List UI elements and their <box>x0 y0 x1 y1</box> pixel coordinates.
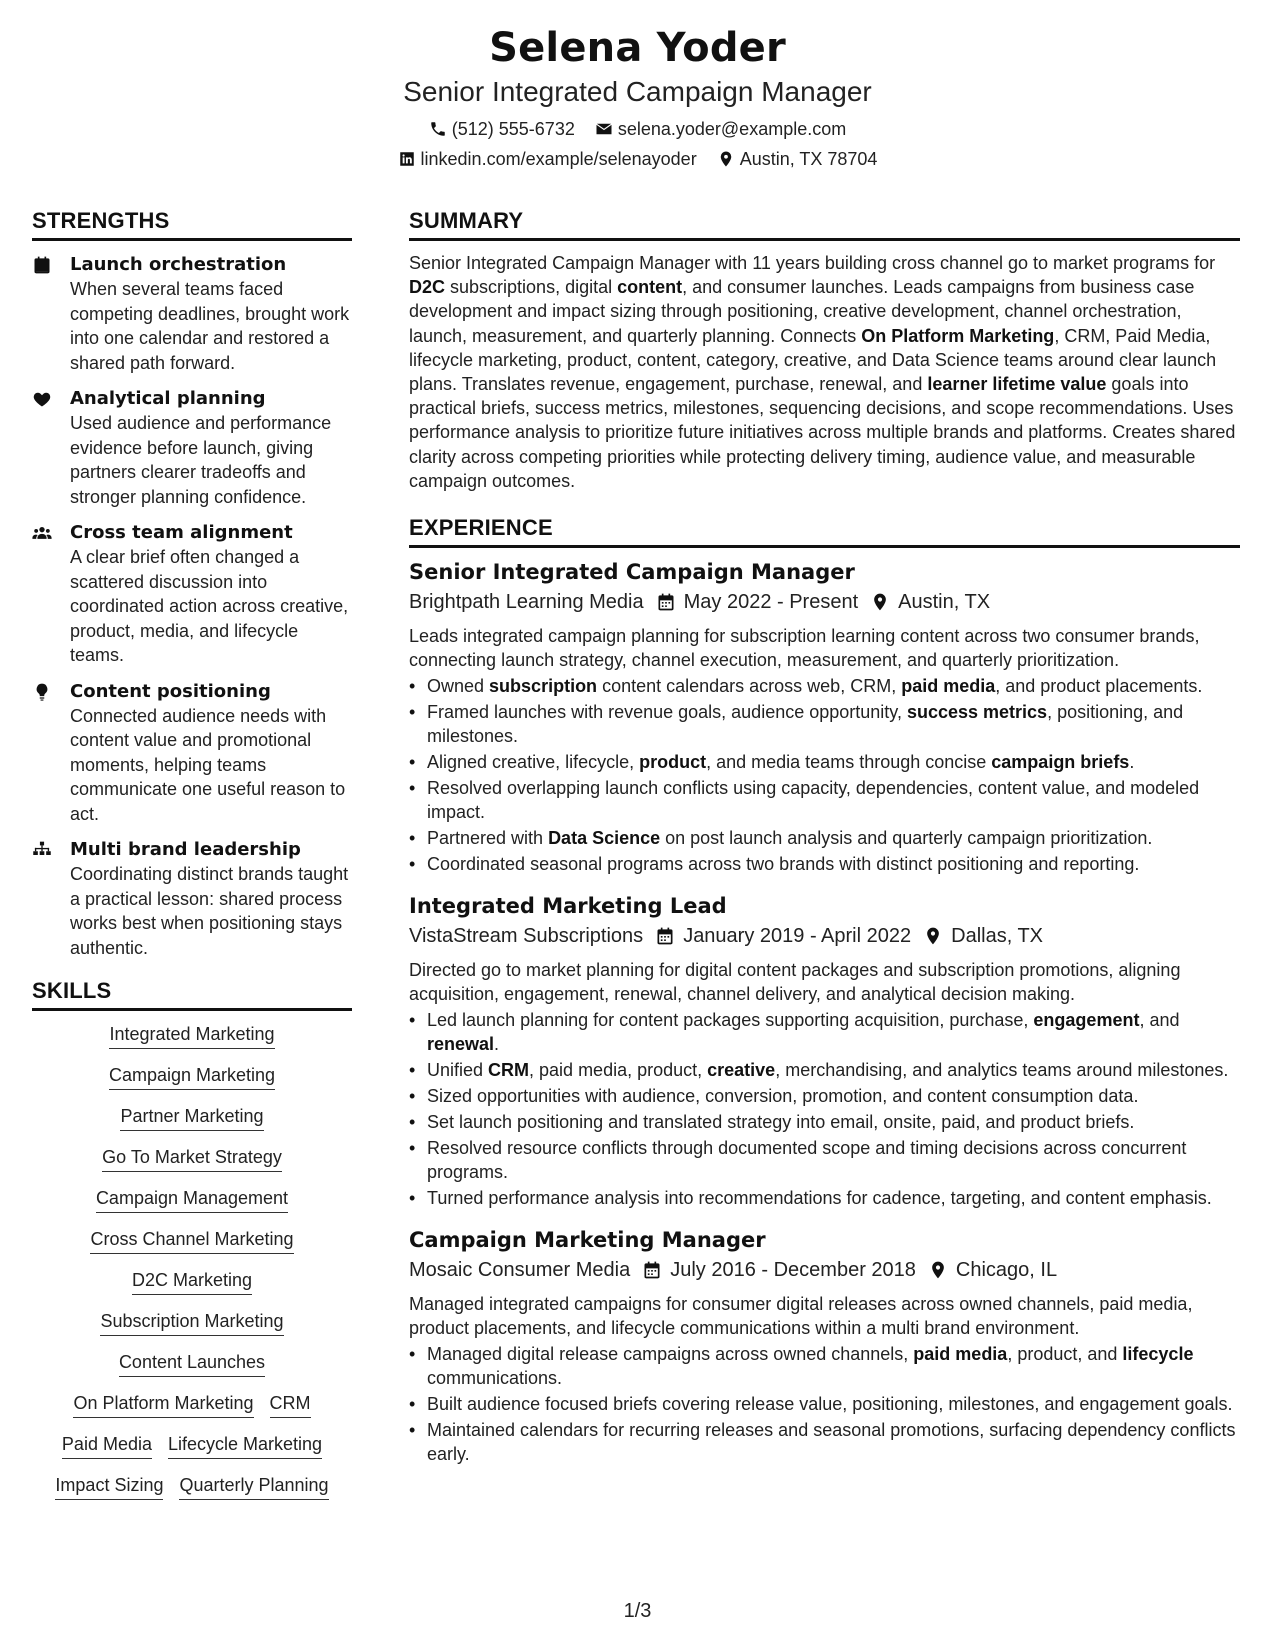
job-description: Directed go to market planning for digital content packages and subscription promotions, aligning acquisition, engagement, renewal, channel delivery, and analytical decision making. <box>409 960 1181 1005</box>
jobs-list <box>409 558 1240 1466</box>
email[interactable] <box>595 118 846 140</box>
job-company: VistaStream Subscriptions <box>409 925 644 948</box>
bullet-item <box>409 1342 1240 1390</box>
strength-item <box>32 838 352 960</box>
text-segment: goals into practical briefs, success metrics, milestones, sequencing decisions, and scope recommendations. Uses performance analysis to prioritize future initiatives across multiple brands and platforms. Creates shared clarity across competing priorities while protecting delivery timing, audience value, and measurable campaign outcomes. <box>409 374 1236 491</box>
linkedin-text: linkedin.com/example/selenayoder <box>420 149 697 169</box>
skill-tag: On Platform Marketing <box>73 1392 253 1418</box>
text-segment: Sized opportunities with audience, conversion, promotion, and content consumption data. <box>427 1086 1139 1107</box>
linkedin-icon <box>398 150 416 168</box>
text-segment: , and consumer launches. Leads campaigns from business case development and impact sizing through positioning, creative development, channel orchestration, launch, measurement, and quarterly planning. Connects <box>409 277 1195 346</box>
strength-icon-wrap <box>32 521 70 668</box>
bullet-item <box>409 700 1240 748</box>
summary-text <box>409 251 1240 493</box>
job-meta <box>409 588 1240 616</box>
job-company: Mosaic Consumer Media <box>409 1259 631 1282</box>
strength-item <box>32 253 352 375</box>
sitemap-icon <box>32 840 52 860</box>
skills-list <box>32 1023 352 1515</box>
text-segment: , and <box>1139 1010 1180 1031</box>
skill-row <box>132 1269 252 1295</box>
job-title: Campaign Marketing Manager <box>409 1228 766 1253</box>
strength-body <box>70 387 352 509</box>
strength-title: Analytical planning <box>70 388 266 409</box>
text-segment: Resolved resource conflicts through documented scope and timing decisions across concurrent programs. <box>427 1138 1187 1183</box>
strength-body <box>70 680 352 827</box>
strength-title: Cross team alignment <box>70 522 293 543</box>
skill-tag: Lifecycle Marketing <box>168 1433 322 1459</box>
skill-tag: CRM <box>270 1392 311 1418</box>
calendar-icon <box>656 592 676 612</box>
job-dates-text: January 2019 - April 2022 <box>683 925 912 948</box>
skill-tag: Paid Media <box>62 1433 152 1459</box>
strength-body <box>70 253 352 375</box>
map-pin-icon <box>923 926 943 946</box>
skill-tag: Integrated Marketing <box>109 1023 274 1049</box>
bullet-item <box>409 852 1240 876</box>
skills-heading: SKILLS <box>32 978 352 1011</box>
skill-row <box>96 1187 288 1213</box>
text-segment: Senior Integrated Campaign Manager with 11 years building cross channel go to market programs for <box>409 253 1216 273</box>
envelope-icon <box>595 120 613 138</box>
job-location <box>928 1256 1057 1284</box>
text-segment: , and product placements. <box>995 676 1203 697</box>
bullet-item <box>409 674 1240 698</box>
job-entry <box>409 558 1240 876</box>
job-dates <box>656 588 859 616</box>
bold-keyword: On Platform Marketing <box>861 325 1055 346</box>
job-description: Managed integrated campaigns for consumer digital releases across owned channels, paid media, product placements, and lifecycle communications within a multi brand environment. <box>409 1294 1193 1339</box>
bullet-item <box>409 1136 1240 1184</box>
text-segment: . <box>494 1034 500 1055</box>
text-segment: subscriptions, digital <box>445 277 618 298</box>
bullet-item <box>409 1084 1240 1108</box>
text-segment: Maintained calendars for recurring releases and seasonal promotions, surfacing dependency conflicts early. <box>427 1420 1236 1465</box>
skill-tag: Campaign Marketing <box>109 1064 275 1090</box>
bold-keyword: paid media <box>901 676 996 697</box>
linkedin[interactable] <box>398 148 697 170</box>
calendar-icon <box>32 255 52 275</box>
skill-row <box>120 1105 263 1131</box>
skill-row <box>119 1351 265 1377</box>
job-title: Integrated Marketing Lead <box>409 894 727 919</box>
lightbulb-icon <box>32 682 52 702</box>
skill-row <box>100 1310 283 1336</box>
bullet-item <box>409 1110 1240 1134</box>
job-title: Senior Integrated Campaign Manager <box>409 560 855 585</box>
text-segment: content calendars across web, CRM, <box>597 676 902 697</box>
text-segment: Partnered with <box>427 828 549 849</box>
phone <box>429 118 575 140</box>
phone-text: (512) 555-6732 <box>451 119 575 139</box>
job-entry <box>409 1226 1240 1466</box>
skill-tag: Content Launches <box>119 1351 265 1377</box>
bullet-item <box>409 1186 1240 1210</box>
skill-tag: D2C Marketing <box>132 1269 252 1295</box>
text-segment: Managed digital release campaigns across owned channels, <box>427 1344 914 1365</box>
strength-item <box>32 521 352 668</box>
users-icon <box>32 523 52 543</box>
experience-heading: EXPERIENCE <box>409 515 1240 548</box>
strength-title: Launch orchestration <box>70 254 287 275</box>
bold-keyword: D2C <box>409 277 446 298</box>
text-segment: , paid media, product, <box>529 1060 708 1081</box>
email-text: selena.yoder@example.com <box>617 119 847 139</box>
strengths-heading: STRENGTHS <box>32 208 352 241</box>
strength-item <box>32 387 352 509</box>
job-entry <box>409 892 1240 1210</box>
location-text: Austin, TX 78704 <box>739 149 878 169</box>
skill-row <box>109 1064 275 1090</box>
summary-heading: SUMMARY <box>409 208 1240 241</box>
job-dates <box>655 922 911 950</box>
text-segment: Aligned creative, lifecycle, <box>427 752 640 773</box>
bold-keyword: content <box>617 277 683 298</box>
skill-row <box>62 1433 322 1459</box>
job-company: Brightpath Learning Media <box>409 591 644 614</box>
right-column <box>409 208 1240 1515</box>
skill-tag: Go To Market Strategy <box>102 1146 282 1172</box>
bold-keyword: learner lifetime value <box>927 374 1107 395</box>
skill-tag: Quarterly Planning <box>179 1474 328 1500</box>
bullet-item <box>409 750 1240 774</box>
bullet-item <box>409 826 1240 850</box>
job-bullets <box>409 674 1240 876</box>
skill-row <box>55 1474 328 1500</box>
strength-description: Coordinating distinct brands taught a practical lesson: shared process works best when positioning stays authentic. <box>70 864 349 958</box>
text-segment: Coordinated seasonal programs across two brands with distinct positioning and reporting. <box>427 854 1140 875</box>
skill-tag: Impact Sizing <box>55 1474 163 1500</box>
skill-row <box>109 1023 274 1049</box>
bullet-item <box>409 1418 1240 1466</box>
skill-tag: Subscription Marketing <box>100 1310 283 1336</box>
bold-keyword: renewal <box>427 1034 495 1055</box>
text-segment: Led launch planning for content packages supporting acquisition, purchase, <box>427 1010 1034 1031</box>
page-number: 1/3 <box>623 1600 652 1622</box>
strength-title: Content positioning <box>70 680 271 702</box>
heart-icon <box>32 389 52 409</box>
bullet-item <box>409 776 1240 824</box>
job-location-text: Chicago, IL <box>955 1259 1058 1282</box>
text-segment: , merchandising, and analytics teams around milestones. <box>775 1060 1229 1081</box>
strength-body <box>70 521 352 668</box>
strength-body <box>70 838 352 960</box>
job-location <box>923 922 1043 950</box>
text-segment: communications. <box>427 1368 563 1389</box>
job-dates-text: July 2016 - December 2018 <box>670 1259 916 1282</box>
bullet-item <box>409 1058 1240 1082</box>
skill-tag: Cross Channel Marketing <box>90 1228 293 1254</box>
bold-keyword: campaign briefs <box>991 752 1130 773</box>
bold-keyword: engagement <box>1033 1010 1140 1031</box>
bold-keyword: paid media <box>913 1344 1008 1365</box>
candidate-title: Senior Integrated Campaign Manager <box>403 76 872 107</box>
job-description: Leads integrated campaign planning for subscription learning content across two consumer brands, connecting launch strategy, channel execution, measurement, and quarterly prioritization. <box>409 626 1200 671</box>
job-dates-text: May 2022 - Present <box>683 591 859 614</box>
map-pin-icon <box>717 150 735 168</box>
strength-description: Connected audience needs with content value and promotional moments, helping teams communicate one useful reason to act. <box>70 705 346 824</box>
job-location-text: Austin, TX <box>898 591 991 614</box>
map-pin-icon <box>928 1260 948 1280</box>
phone-icon <box>429 120 447 138</box>
candidate-name: Selena Yoder <box>489 25 786 71</box>
left-column <box>32 208 352 1515</box>
skill-row <box>90 1228 293 1254</box>
strength-icon-wrap <box>32 387 70 509</box>
skill-row <box>73 1392 310 1418</box>
bullet-item <box>409 1392 1240 1416</box>
text-segment: Set launch positioning and translated strategy into email, onsite, paid, and product briefs. <box>427 1112 1135 1133</box>
text-segment: Built audience focused briefs covering release value, positioning, milestones, and engagement goals. <box>427 1394 1233 1415</box>
bold-keyword: lifecycle <box>1122 1344 1194 1365</box>
map-pin-icon <box>870 592 890 612</box>
resume-header <box>0 0 1275 170</box>
text-segment: Framed launches with revenue goals, audience opportunity, <box>427 702 907 723</box>
text-segment: Owned <box>427 676 490 697</box>
bullet-item <box>409 1008 1240 1056</box>
strengths-list <box>32 253 352 960</box>
bold-keyword: creative <box>707 1060 776 1081</box>
strength-title: Multi brand leadership <box>70 839 301 860</box>
location <box>717 148 878 170</box>
contact-row-1 <box>0 118 1275 140</box>
strength-description: Used audience and performance evidence before launch, giving partners clearer tradeoffs and stronger planning confidence. <box>70 413 332 507</box>
text-segment: , CRM, Paid Media, lifecycle marketing, product, content, category, creative, and Data Science teams around clear launch plans. Translates revenue, engagement, purchase, renewal, and <box>409 325 1217 395</box>
bold-keyword: success metrics <box>906 702 1048 723</box>
contact-row-2 <box>0 148 1275 170</box>
text-segment: on post launch analysis and quarterly campaign prioritization. <box>660 828 1153 849</box>
bold-keyword: CRM <box>488 1060 530 1081</box>
calendar-icon <box>655 926 675 946</box>
text-segment: , positioning, and milestones. <box>427 702 1184 747</box>
job-bullets <box>409 1008 1240 1210</box>
bold-keyword: subscription <box>489 676 598 697</box>
text-segment: Turned performance analysis into recommendations for cadence, targeting, and content emphasis. <box>427 1188 1212 1209</box>
job-meta <box>409 922 1240 950</box>
strength-icon-wrap <box>32 838 70 960</box>
job-meta <box>409 1256 1240 1284</box>
text-segment: , and media teams through concise <box>706 752 992 773</box>
skill-tag: Campaign Management <box>96 1187 288 1213</box>
skill-tag: Partner Marketing <box>120 1105 263 1131</box>
skill-row <box>102 1146 282 1172</box>
text-segment: Resolved overlapping launch conflicts using capacity, dependencies, content value, and modeled impact. <box>427 778 1200 823</box>
strength-icon-wrap <box>32 253 70 375</box>
text-segment: Unified <box>427 1060 489 1081</box>
job-dates <box>642 1256 916 1284</box>
bold-keyword: product <box>639 752 707 773</box>
job-location-text: Dallas, TX <box>951 925 1044 948</box>
strength-description: A clear brief often changed a scattered discussion into coordinated action across creative, product, media, and lifecycle teams. <box>70 547 349 665</box>
calendar-icon <box>642 1260 662 1280</box>
strength-icon-wrap <box>32 680 70 827</box>
bold-keyword: Data Science <box>548 828 661 849</box>
job-bullets <box>409 1342 1240 1466</box>
strength-description: When several teams faced competing deadlines, brought work into one calendar and restored a shared path forward. <box>70 279 350 373</box>
strength-item <box>32 680 352 827</box>
two-column-body <box>32 208 1241 1515</box>
text-segment: . <box>1129 752 1135 773</box>
job-location <box>870 588 990 616</box>
text-segment: , product, and <box>1007 1344 1123 1365</box>
